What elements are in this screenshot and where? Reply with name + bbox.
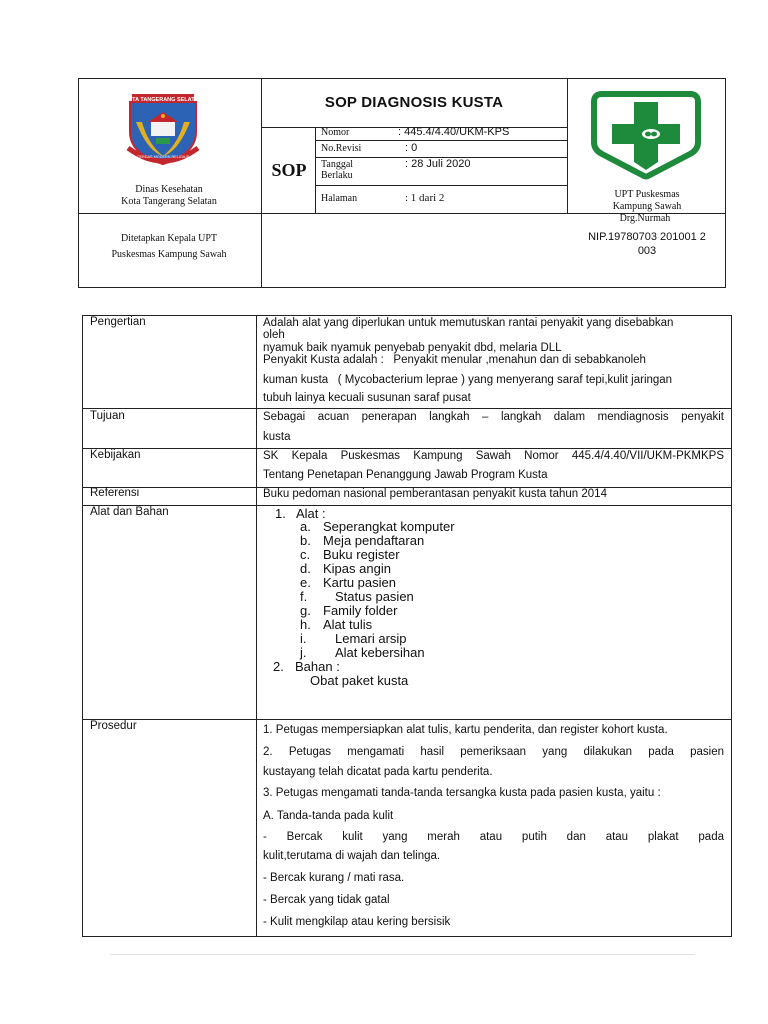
label-prosedur: Prosedur [90,720,137,732]
alat-item-marker: d. [300,561,311,576]
prosedur-step-2-line1: 2. Petugas mengamati hasil pemeriksaan yang dilakukan pada pasien [263,746,724,758]
sop-label: SOP [271,160,307,180]
label-referensi: Referensi [90,487,140,499]
alat-item-marker: i. [300,631,307,646]
nomor-value: : 445.4/4.40/UKM-KPS [398,126,510,138]
ditetapkan-line1: Ditetapkan Kepala UPT [120,233,218,244]
tujuan-line1: Sebagai acuan penerapan langkah – langkah dalam mendiagnosis penyakit [263,411,724,423]
upt-name-line1: UPT Puskesmas [614,189,680,200]
alat-item-marker: h. [300,617,311,632]
revisi-value: : 0 [405,142,418,154]
prosedur-bullet-4: - Kulit mengkilap atau kering bersisik [263,916,451,928]
signer-nip-line1: NIP.19780703 201001 2 [588,231,706,243]
prosedur-bullet-2: - Bercak kurang / mati rasa. [263,872,405,884]
pengertian-line4: Penyakit Kusta adalah : Penyakit menular ,menahun dan di sebabkanoleh [263,354,646,366]
alat-item: Kipas angin [323,561,391,576]
pengertian-line3: nyamuk baik nyamuk penyebab penyakit dbd, melaria DLL [263,342,562,354]
page-footer-divider [110,954,695,955]
kebijakan-line2: Tentang Penetapan Penanggung Jawab Program Kusta [263,469,548,481]
referensi-text: Buku pedoman nasional pemberantasan penyakit kusta tahun 2014 [263,488,607,500]
alat-item: Alat kebersihan [335,645,425,660]
kebijakan-line1: SK Kepala Puskesmas Kampung Sawah Nomor 445.4/4.40/VII/UKM-PKMKPS [263,450,724,462]
tanggal-value: : 28 Juli 2020 [405,158,471,170]
label-tujuan: Tujuan [90,410,125,422]
tujuan-line2: kusta [263,431,291,443]
alat-item-marker: f. [300,589,308,604]
revisi-label: No.Revisi [321,143,362,154]
logo-banner-text: KOTA TANGERANG SELATAN [123,97,203,103]
bahan-heading: Bahan : [295,659,340,674]
alat-item: Lemari arsip [335,631,407,646]
alat-heading: Alat : [296,506,326,521]
puskesmas-logo [590,90,702,180]
alat-item-marker: g. [300,603,311,618]
signer-nip-line2: 003 [637,245,657,257]
org-name-line1: Dinas Kesehatan [135,184,203,195]
alat-item: Alat tulis [323,617,373,632]
halaman-label: Halaman [321,193,358,204]
alat-item-marker: c. [300,547,311,562]
label-alat-bahan: Alat dan Bahan [90,506,169,518]
pengertian-line5: kuman kusta ( Mycobacterium leprae ) yang menyerang saraf tepi,kulit jaringan [263,374,673,386]
pengertian-line2: oleh [263,329,285,341]
tanggal-label-line1: Tanggal [321,159,354,170]
nomor-label: Nomor [321,127,350,138]
alat-item: Kartu pasien [323,575,396,590]
pengertian-line1: Adalah alat yang diperlukan untuk memutuskan rantai penyakit yang disebabkan [263,317,674,329]
label-kebijakan: Kebijakan [90,449,141,461]
prosedur-bullet-1-line1: - Bercak kulit yang merah atau putih dan atau plakat pada [263,831,724,843]
ditetapkan-line2: Puskesmas Kampung Sawah [111,249,227,260]
prosedur-step-1: 1. Petugas mempersiapkan alat tulis, kartu penderita, dan register kohort kusta. [263,724,668,736]
alat-item: Family folder [323,603,398,618]
label-pengertian: Pengertian [90,316,146,328]
tanggal-label-line2: Berlaku [321,170,353,181]
alat-item: Seperangkat komputer [323,519,455,534]
alat-item: Buku register [323,547,400,562]
bahan-heading-number: 2. [273,659,284,674]
bahan-item: Obat paket kusta [310,673,409,688]
halaman-value: : 1 dari 2 [405,192,445,204]
logo-motto-text: CERDAS MODERN RELIGIUS [136,155,190,159]
prosedur-sub-a: A. Tanda-tanda pada kulit [263,810,394,822]
prosedur-bullet-3: - Bercak yang tidak gatal [263,894,390,906]
alat-item: Meja pendaftaran [323,533,425,548]
alat-item-marker: j. [300,645,307,660]
alat-item: Status pasien [335,589,414,604]
prosedur-step-3: 3. Petugas mengamati tanda-tanda tersangka kusta pada pasien kusta, yaitu : [263,787,661,799]
upt-name-line2: Kampung Sawah [612,201,682,212]
page-title: SOP DIAGNOSIS KUSTA [324,94,504,111]
alat-item-marker: b. [300,533,311,548]
prosedur-bullet-1-line2: kulit,terutama di wajah dan telinga. [263,850,441,862]
alat-item-marker: a. [300,519,311,534]
prosedur-step-2-line2: kustayang telah dicatat pada kartu penderita. [263,766,493,778]
alat-item-marker: e. [300,575,311,590]
pengertian-line6: tubuh lainya kecuali susunan saraf pusat [263,392,471,404]
org-name-line2: Kota Tangerang Selatan [121,196,217,207]
kota-tangerang-selatan-logo [118,92,208,166]
signer-name: Drg.Nurmah [619,213,671,224]
alat-heading-number: 1. [275,506,286,521]
